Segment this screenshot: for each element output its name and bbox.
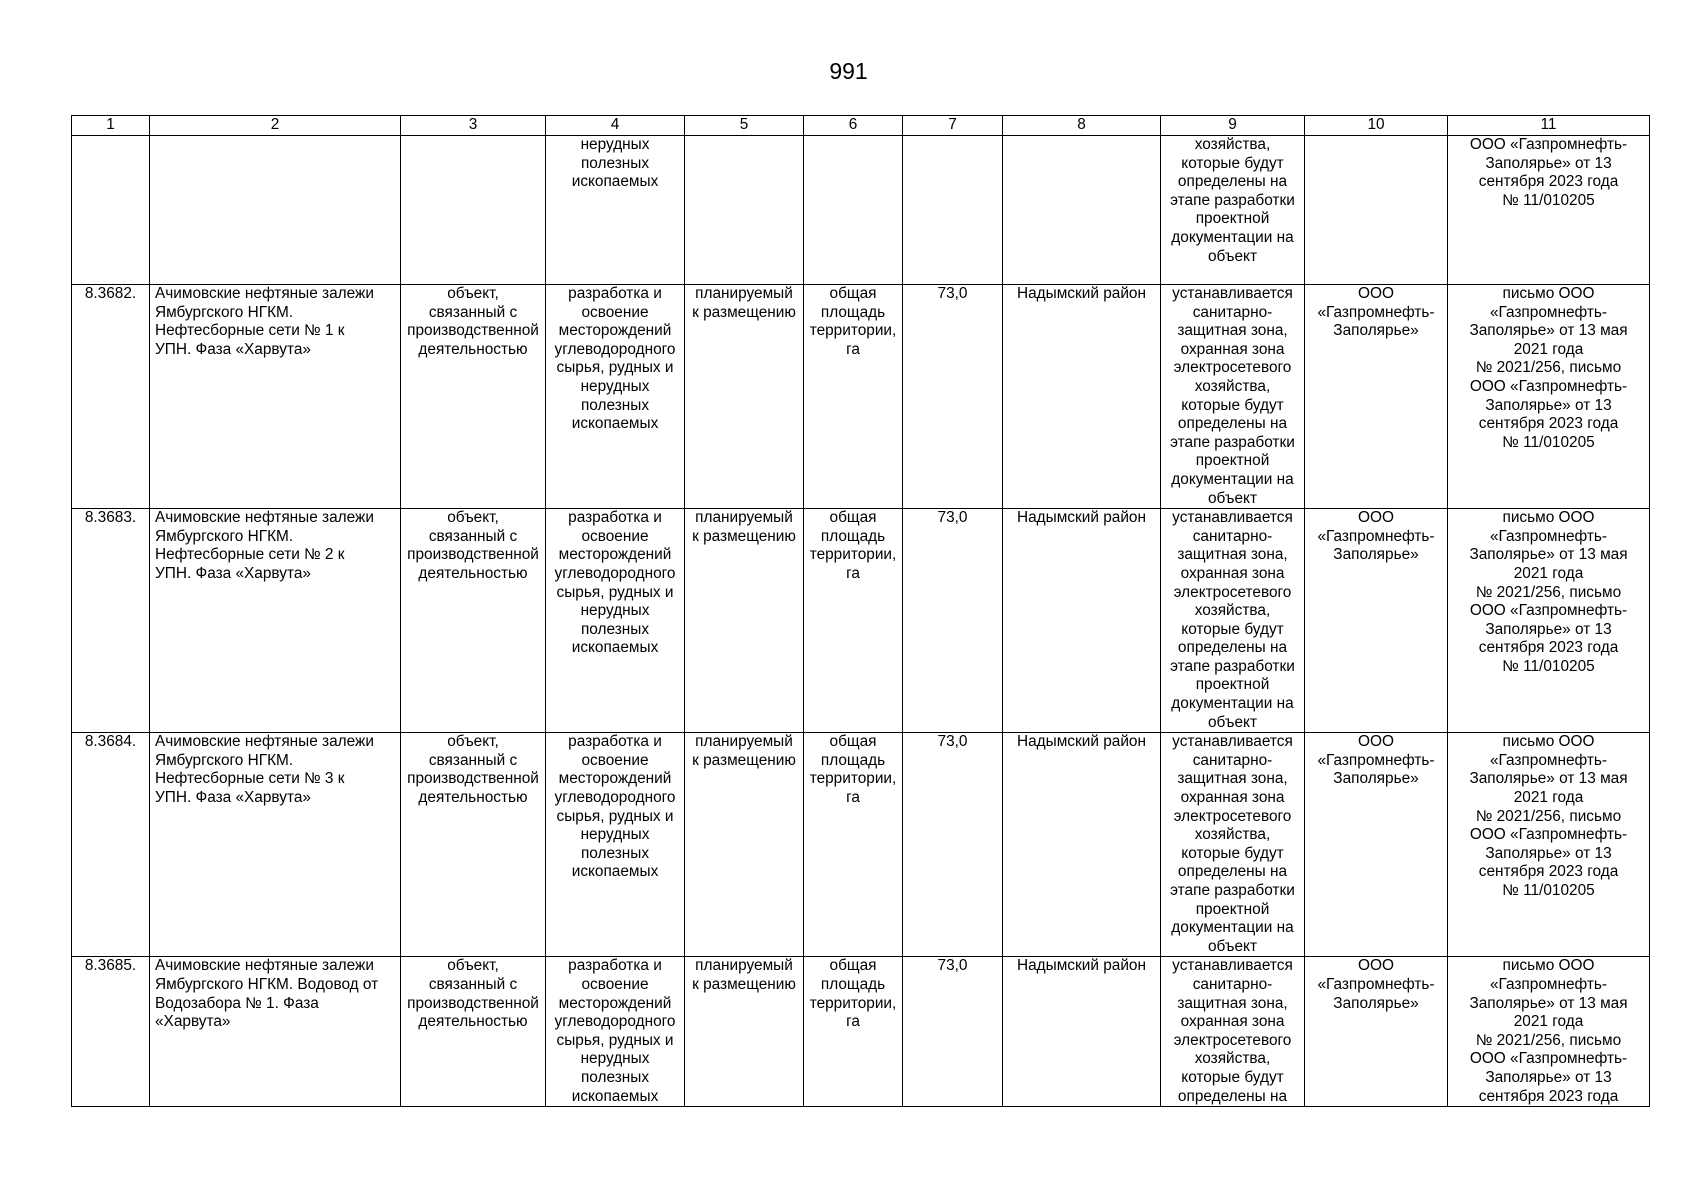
cell-location: Надымский район (1003, 957, 1161, 1107)
column-header: 9 (1161, 116, 1305, 136)
cell-purpose: разработка и освоение месторождений углеводородного сырья, рудных и нерудных полезных ископаемых (546, 957, 685, 1107)
cell-characteristic: общая площадь территории, га (804, 509, 903, 733)
cell-object-name: Ачимовские нефтяные залежи Ямбургского НГКМ. Нефтесборные сети № 2 к УПН. Фаза «Харвута» (150, 509, 401, 733)
cell-basis: ООО «Газпромнефть- Заполярье» от 13 сентября 2023 года № 11/010205 (1448, 136, 1650, 285)
cell-basis: письмо ООО «Газпромнефть- Заполярье» от 13 мая 2021 года № 2021/256, письмо ООО «Газпромнефть- Заполярье» от 13 сентября 2023 года (1448, 957, 1650, 1107)
cell-empty (804, 136, 903, 285)
table-row (72, 957, 1650, 1107)
cell-object-name: Ачимовские нефтяные залежи Ямбургского НГКМ. Нефтесборные сети № 3 к УПН. Фаза «Харвута» (150, 733, 401, 957)
cell-empty (150, 136, 401, 285)
table-row (72, 733, 1650, 957)
cell-object-name: Ачимовские нефтяные залежи Ямбургского НГКМ. Нефтесборные сети № 1 к УПН. Фаза «Харвута» (150, 285, 401, 509)
cell-zones: устанавливается санитарно- защитная зона, охранная зона электросетевого хозяйства, которые будут определены на этапе разработки проектной документации на объект (1161, 509, 1305, 733)
cell-organization: ООО «Газпромнефть- Заполярье» (1305, 285, 1448, 509)
column-header: 4 (546, 116, 685, 136)
cell-location: Надымский район (1003, 733, 1161, 957)
cell-number: 8.3682. (72, 285, 150, 509)
cell-basis: письмо ООО «Газпромнефть- Заполярье» от 13 мая 2021 года № 2021/256, письмо ООО «Газпромнефть- Заполярье» от 13 сентября 2023 года № 11/010205 (1448, 733, 1650, 957)
cell-status: планируемый к размещению (685, 733, 804, 957)
cell-characteristic: общая площадь территории, га (804, 957, 903, 1107)
column-header: 1 (72, 116, 150, 136)
cell-object-type: объект, связанный с производственной деятельностью (401, 509, 546, 733)
cell-number: 8.3684. (72, 733, 150, 957)
cell-status: планируемый к размещению (685, 957, 804, 1107)
column-header: 3 (401, 116, 546, 136)
cell-zones: хозяйства, которые будут определены на этапе разработки проектной документации на объект (1161, 136, 1305, 285)
cell-empty (685, 136, 804, 285)
cell-organization: ООО «Газпромнефть- Заполярье» (1305, 509, 1448, 733)
cell-value: 73,0 (903, 285, 1003, 509)
cell-object-name: Ачимовские нефтяные залежи Ямбургского НГКМ. Водовод от Водозабора № 1. Фаза «Харвута» (150, 957, 401, 1107)
cell-empty (401, 136, 546, 285)
cell-value: 73,0 (903, 509, 1003, 733)
column-header: 6 (804, 116, 903, 136)
cell-empty (903, 136, 1003, 285)
column-header: 10 (1305, 116, 1448, 136)
column-header: 8 (1003, 116, 1161, 136)
column-header: 2 (150, 116, 401, 136)
cell-location: Надымский район (1003, 285, 1161, 509)
cell-status: планируемый к размещению (685, 509, 804, 733)
cell-number: 8.3683. (72, 509, 150, 733)
cell-purpose: разработка и освоение месторождений углеводородного сырья, рудных и нерудных полезных ископаемых (546, 733, 685, 957)
column-number-row (72, 116, 1650, 136)
cell-number: 8.3685. (72, 957, 150, 1107)
cell-status: планируемый к размещению (685, 285, 804, 509)
cell-organization: ООО «Газпромнефть- Заполярье» (1305, 957, 1448, 1107)
cell-purpose: нерудных полезных ископаемых (546, 136, 685, 285)
cell-location: Надымский район (1003, 509, 1161, 733)
cell-empty (1305, 136, 1448, 285)
table-row (72, 285, 1650, 509)
cell-empty (72, 136, 150, 285)
cell-object-type: объект, связанный с производственной деятельностью (401, 733, 546, 957)
cell-zones: устанавливается санитарно- защитная зона, охранная зона электросетевого хозяйства, которые будут определены на этапе разработки проектной документации на объект (1161, 733, 1305, 957)
cell-zones: устанавливается санитарно- защитная зона, охранная зона электросетевого хозяйства, которые будут определены на (1161, 957, 1305, 1107)
cell-value: 73,0 (903, 957, 1003, 1107)
continuation-row (72, 136, 1650, 285)
cell-characteristic: общая площадь территории, га (804, 733, 903, 957)
cell-purpose: разработка и освоение месторождений углеводородного сырья, рудных и нерудных полезных ископаемых (546, 285, 685, 509)
column-header: 11 (1448, 116, 1650, 136)
cell-organization: ООО «Газпромнефть- Заполярье» (1305, 733, 1448, 957)
cell-object-type: объект, связанный с производственной деятельностью (401, 957, 546, 1107)
cell-basis: письмо ООО «Газпромнефть- Заполярье» от 13 мая 2021 года № 2021/256, письмо ООО «Газпромнефть- Заполярье» от 13 сентября 2023 года № 11/010205 (1448, 285, 1650, 509)
cell-characteristic: общая площадь территории, га (804, 285, 903, 509)
table-row (72, 509, 1650, 733)
cell-purpose: разработка и освоение месторождений углеводородного сырья, рудных и нерудных полезных ископаемых (546, 509, 685, 733)
cell-basis: письмо ООО «Газпромнефть- Заполярье» от 13 мая 2021 года № 2021/256, письмо ООО «Газпромнефть- Заполярье» от 13 сентября 2023 года № 11/010205 (1448, 509, 1650, 733)
column-header: 7 (903, 116, 1003, 136)
page-number: 991 (829, 58, 868, 84)
cell-object-type: объект, связанный с производственной деятельностью (401, 285, 546, 509)
column-header: 5 (685, 116, 804, 136)
cell-zones: устанавливается санитарно- защитная зона, охранная зона электросетевого хозяйства, которые будут определены на этапе разработки проектной документации на объект (1161, 285, 1305, 509)
cell-empty (1003, 136, 1161, 285)
registry-table (71, 115, 1650, 1107)
cell-value: 73,0 (903, 733, 1003, 957)
